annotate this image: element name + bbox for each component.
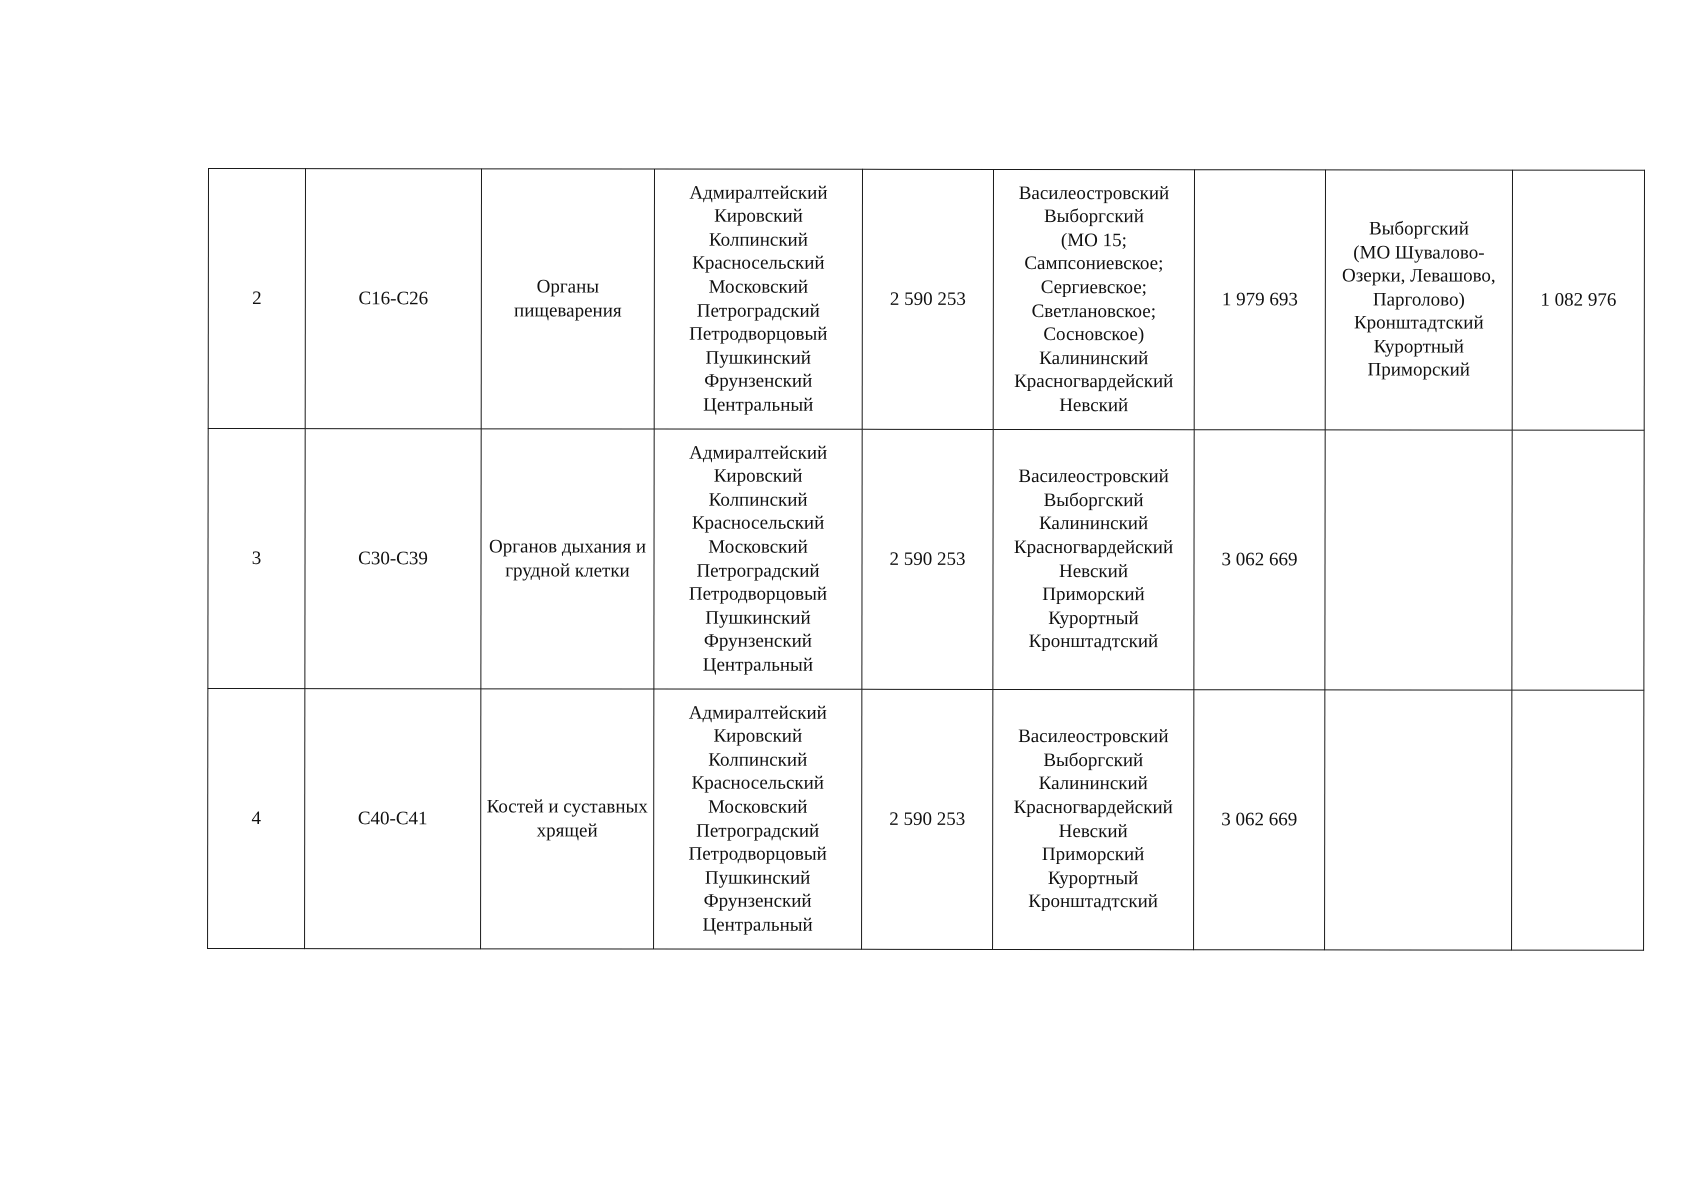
icd-code-cell (305, 169, 481, 429)
row-number-cell (208, 689, 305, 949)
icd-code-cell (305, 429, 481, 689)
district-group-a (654, 689, 862, 949)
district-name: Кировский (714, 205, 803, 227)
table-row (208, 169, 1644, 431)
district-name: Приморский (1041, 844, 1145, 866)
district-name: Кронштадтский (1028, 891, 1158, 913)
row-number-text: 2 (252, 287, 262, 309)
district-name: Красногвардейский (1014, 371, 1174, 393)
row-number-cell (208, 429, 305, 689)
population-b-cell (1194, 170, 1325, 430)
row-number-cell (208, 169, 305, 429)
district-name: Выборгский (1043, 489, 1144, 511)
district-group-c (1325, 690, 1512, 950)
district-name: Невский (1058, 820, 1128, 842)
district-name: Курортный (1047, 867, 1139, 889)
district-name: Адмиралтейский (688, 702, 827, 724)
district-name: Кировский (713, 725, 803, 747)
district-name: Колпинский (708, 229, 808, 251)
district-name: Центральный (703, 394, 814, 416)
organ-text: Костей и суставных хрящей (486, 796, 648, 841)
organ-cell (481, 429, 654, 689)
icd-code-text: C30-C39 (358, 547, 428, 569)
district-name: Пушкинский (705, 347, 811, 369)
district-name: Центральный (702, 654, 814, 676)
district-name: Колпинский (708, 749, 808, 771)
population-b-text: 3 062 669 (1221, 808, 1298, 831)
district-name: Московский (708, 276, 809, 298)
district-name: Выборгский (1043, 206, 1144, 228)
population-c-cell (1512, 690, 1644, 950)
population-a-cell (862, 689, 993, 949)
organ-cell (481, 689, 654, 949)
district-group-b (993, 689, 1194, 949)
district-name: Кировский (713, 465, 803, 487)
district-name: Василеостровский (1018, 182, 1170, 204)
district-group-a (654, 169, 862, 429)
district-group-b (993, 429, 1194, 689)
organ-cell (481, 169, 654, 429)
district-name: Московский (707, 796, 808, 818)
organ-text: Органы пищеварения (514, 276, 622, 322)
district-name: Невский (1058, 560, 1129, 582)
district-name: Светлановское; (1031, 300, 1157, 322)
row-number-text: 3 (251, 547, 262, 569)
district-name: Кронштадтский (1353, 312, 1484, 334)
row-number-text: 4 (251, 807, 261, 829)
district-name: Невский (1059, 394, 1129, 416)
district-name: Василеостровский (1018, 726, 1169, 748)
district-name: Сергиевское; (1040, 276, 1147, 299)
district-name: Центральный (702, 914, 813, 936)
population-c-text: 1 082 976 (1540, 289, 1617, 311)
district-name: Колпинский (708, 489, 808, 511)
district-name: Адмиралтейский (689, 442, 828, 464)
district-name: Курортный (1373, 336, 1464, 358)
icd-code-cell (305, 689, 481, 949)
district-name: Озерки, Левашово, (1342, 265, 1496, 287)
district-name: Калининский (1038, 773, 1148, 795)
district-name: Петроградский (696, 300, 820, 322)
district-name: Калининский (1038, 513, 1149, 535)
district-name: Красносельский (692, 252, 825, 275)
district-group-b (993, 169, 1194, 429)
population-a-text: 2 590 253 (889, 808, 966, 830)
table-row (208, 689, 1644, 951)
population-b-text: 1 979 693 (1221, 288, 1298, 311)
district-name: Выборгский (1043, 749, 1144, 771)
district-name: Сампсониевское; (1024, 253, 1164, 275)
district-group-a (654, 429, 862, 689)
population-a-text: 2 590 253 (889, 288, 966, 310)
district-name: Красносельский (691, 512, 825, 535)
district-name: Фрунзенский (703, 890, 812, 913)
district-name: Петродворцовый (688, 843, 827, 865)
district-name: (МО Шувалово- (1353, 241, 1485, 264)
district-name: Кронштадтский (1028, 631, 1159, 653)
table-row (208, 429, 1644, 691)
district-name: Калининский (1039, 347, 1149, 369)
population-b-cell (1194, 430, 1325, 690)
district-name: Курортный (1048, 607, 1139, 629)
district-name: Петроградский (696, 820, 820, 842)
district-name: Фрунзенский (703, 630, 812, 653)
district-group-c (1325, 170, 1512, 430)
icd-code-text: C16-C26 (358, 287, 429, 309)
population-a-cell (862, 169, 993, 429)
population-a-cell (862, 429, 993, 689)
district-name: Петродворцовый (689, 323, 828, 345)
district-name: (МО 15; (1060, 229, 1127, 251)
district-name: Сосновское) (1043, 324, 1145, 346)
district-name: Петродворцовый (688, 583, 828, 605)
district-name: Пушкинский (704, 867, 811, 889)
district-name: Выборгский (1368, 218, 1469, 240)
population-c-cell (1512, 430, 1644, 690)
district-name: Приморский (1367, 359, 1470, 382)
district-group-c (1325, 430, 1512, 690)
district-name: Красногвардейский (1013, 796, 1173, 819)
district-name: Красногвардейский (1013, 536, 1174, 559)
district-name: Петроградский (696, 560, 820, 582)
population-c-cell (1512, 170, 1644, 430)
district-name: Парголово) (1372, 289, 1465, 311)
icd-code-text: C40-C41 (357, 807, 428, 829)
district-name: Василеостровский (1018, 466, 1169, 488)
district-name: Приморский (1042, 584, 1145, 606)
district-name: Московский (708, 536, 808, 558)
population-b-text: 3 062 669 (1221, 548, 1298, 571)
districts-table (207, 168, 1645, 951)
organ-text: Органов дыхания и грудной клетки (489, 536, 647, 582)
table-body (208, 169, 1645, 951)
district-name: Пушкинский (705, 607, 811, 629)
district-name: Красносельский (691, 772, 824, 795)
population-a-text: 2 590 253 (889, 548, 966, 570)
population-b-cell (1194, 690, 1325, 950)
district-name: Адмиралтейский (689, 182, 828, 204)
district-name: Фрунзенский (704, 370, 813, 393)
